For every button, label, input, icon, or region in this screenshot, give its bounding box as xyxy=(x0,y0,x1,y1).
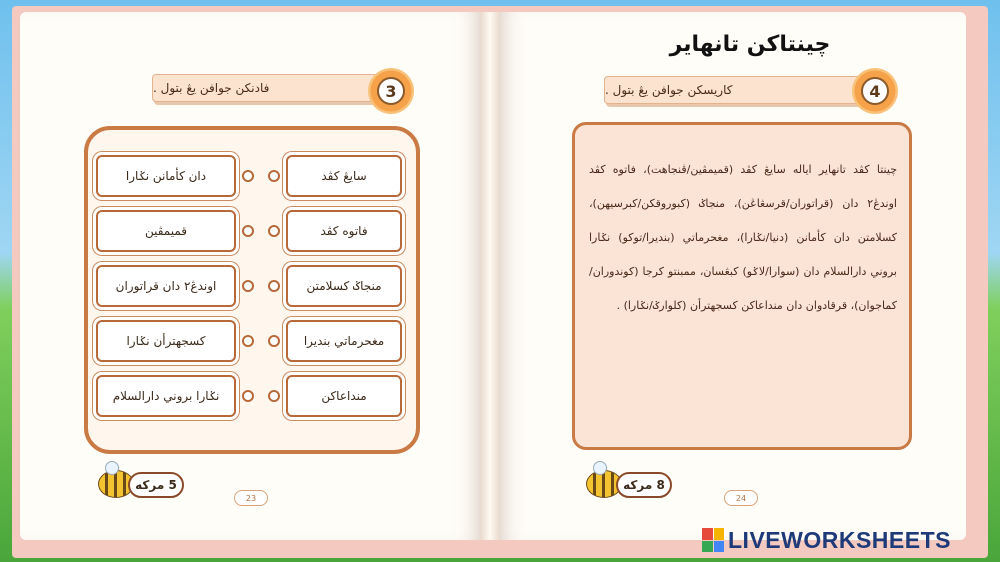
right-score-badge xyxy=(616,472,672,498)
match-item-right-5[interactable] xyxy=(286,375,402,417)
match-item-right-5-label: منداعاکن xyxy=(321,389,367,403)
match-item-left-5-label: نݢارا بروني دارالسلام xyxy=(112,389,220,403)
match-item-left-2[interactable] xyxy=(96,210,236,252)
match-item-left-1[interactable] xyxy=(96,155,236,197)
liveworksheets-logo xyxy=(702,526,951,554)
right-score-label: 8 مرکه xyxy=(623,478,665,492)
match-item-right-3-label: منجاݢ کسلامتن xyxy=(306,279,382,293)
match-item-right-1-label: سايڠ کڤد xyxy=(321,169,367,183)
match-item-left-3-label: اوندڠ٢ دان قراتوران xyxy=(115,279,217,293)
match-item-left-5[interactable] xyxy=(96,375,236,417)
match-item-left-1-label: دان کأمانن نݢارا xyxy=(125,169,207,183)
left-score-badge xyxy=(128,472,184,498)
right-number-badge-icon xyxy=(852,68,898,114)
left-score-label: 5 مرکه xyxy=(135,478,177,492)
right-page-number xyxy=(724,490,758,506)
match-dot-right-1[interactable] xyxy=(268,170,280,182)
left-page-number xyxy=(234,490,268,506)
match-dot-left-4[interactable] xyxy=(242,335,254,347)
left-page-number-text: 23 xyxy=(245,493,257,503)
match-item-left-2-label: قميمڤين xyxy=(144,224,188,238)
match-item-right-2-label: فاتوه کڤد xyxy=(320,224,368,238)
match-item-right-1[interactable] xyxy=(286,155,402,197)
match-dot-left-5[interactable] xyxy=(242,390,254,402)
match-item-right-3[interactable] xyxy=(286,265,402,307)
page-heading: چينتاکن تانهاير xyxy=(669,32,831,57)
book-spine xyxy=(480,12,500,540)
match-dot-right-3[interactable] xyxy=(268,280,280,292)
left-instruction-text: فادنکن جوافن يڠ بتول . xyxy=(153,81,270,95)
match-item-right-4[interactable] xyxy=(286,320,402,362)
match-dot-right-4[interactable] xyxy=(268,335,280,347)
left-number-badge-icon xyxy=(368,68,414,114)
right-instruction-text: کاريسکن جوافن يڠ بتول . xyxy=(605,83,733,97)
left-instruction-ribbon xyxy=(152,74,384,102)
match-item-right-4-label: مغحرماتي بنديرا xyxy=(303,334,385,348)
right-page-number-text: 24 xyxy=(735,493,747,503)
match-item-left-4-label: کسجهترأن نݢارا xyxy=(126,334,206,348)
match-item-left-3[interactable] xyxy=(96,265,236,307)
liveworksheets-logo-icon xyxy=(702,528,724,552)
match-dot-right-5[interactable] xyxy=(268,390,280,402)
brand-name: LIVEWORKSHEETS xyxy=(728,526,951,553)
right-instruction-number: 4 xyxy=(861,77,889,105)
match-item-right-2[interactable] xyxy=(286,210,402,252)
right-instruction-ribbon xyxy=(604,76,866,104)
match-dot-left-2[interactable] xyxy=(242,225,254,237)
left-instruction-number: 3 xyxy=(377,77,405,105)
match-dot-left-1[interactable] xyxy=(242,170,254,182)
match-dot-left-3[interactable] xyxy=(242,280,254,292)
match-dot-right-2[interactable] xyxy=(268,225,280,237)
fill-in-paragraph-panel xyxy=(572,122,912,450)
match-item-left-4[interactable] xyxy=(96,320,236,362)
fill-in-paragraph: چينتا کڤد تانهاير اياله سايڠ کڤد (قميمڤين/ڤنجاهت)، فاتوه کڤد اوندڠ٢ دان (قراتوران/قرسڠاڠن)، منجاݢ (کبوروقکن/کبرسيهن)، کسلامتن دان کأمانن (دنيا/نݢارا)، مغحرماتي (بنديرا/توکو) نݢارا بروني دارالسلام دان (سوارا/لاݢو) کبڠسان، ممبنتو کرجا (کوندوران/کماجوان)، قرقادوان دان منداعاکن کسجهترأن (کلوارݢ/نݢارا) . xyxy=(589,163,897,312)
